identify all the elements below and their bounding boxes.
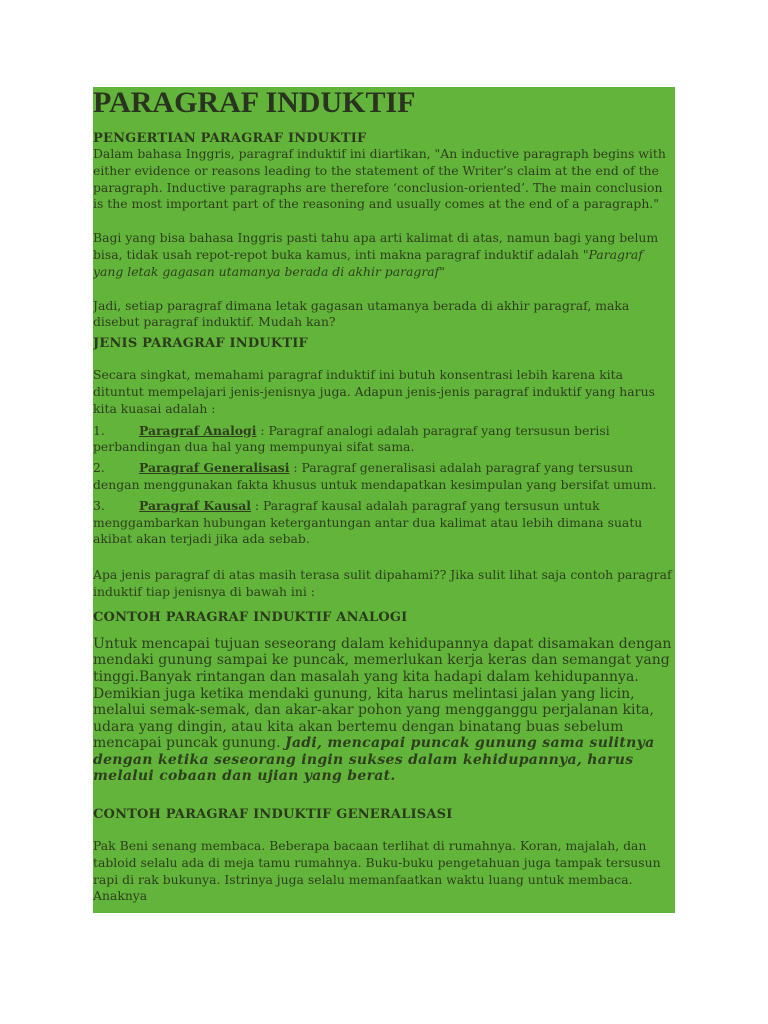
jenis-outro: Apa jenis paragraf di atas masih terasa sulit dipahami?? Jika sulit lihat saja contoh paragraf induktif tiap jenisnya di bawah ini :: [93, 567, 672, 599]
item-number: 2.: [93, 460, 105, 476]
analogi-paragraph: [93, 636, 675, 785]
item-number: 3.: [93, 497, 105, 513]
item-term: Paragraf Kausal: [139, 497, 251, 513]
item-term: Paragraf Generalisasi: [139, 460, 290, 476]
p2-italic: Paragraf yang letak gagasan utamanya berada di akhir paragraf: [93, 246, 643, 279]
item-term: Paragraf Analogi: [139, 422, 257, 438]
p2-start: Bagi yang bisa bahasa Inggris pasti tahu apa arti kalimat di atas, namun bagi yang belum bisa, tidak usah repot-repot buka kamus, inti makna paragraf induktif adalah ": [93, 230, 659, 262]
page-title: PARAGRAF INDUKTIF: [93, 87, 416, 119]
item-desc: : Paragraf kausal adalah paragraf yang tersusun untuk menggambarkan hubungan ketergantungan antar dua kalimat atau lebih dimana suatu akibat akan terjadi jika ada sebab.: [93, 497, 643, 547]
item-desc: : Paragraf analogi adalah paragraf yang tersusun berisi perbandingan dua hal yang mempunyai sifat sama.: [93, 422, 610, 455]
pengertian-paragraph-2: [93, 230, 675, 280]
jenis-intro: Secara singkat, memahami paragraf induktif ini butuh konsentrasi lebih karena kita dituntut mempelajari jenis-jenisnya juga. Adapun jenis-jenis paragraf induktif yang harus kita kuasai adalah :: [93, 367, 655, 416]
pengertian-paragraph-1: Dalam bahasa Inggris, paragraf induktif ini diartikan, "An inductive paragraph begins with either evidence or reasons leading to the statement of the Writer’s claim at the end of the paragraph. Inductive paragraphs are therefore ‘conclusion-oriented’. The main conclusion is the most important part of the reasoning and usually comes at the end of a paragraph.": [93, 146, 666, 212]
heading-analogi: CONTOH PARAGRAF INDUKTIF ANALOGI: [93, 609, 408, 625]
p2-end: ": [439, 263, 445, 279]
heading-generalisasi: CONTOH PARAGRAF INDUKTIF GENERALISASI: [93, 807, 453, 823]
generalisasi-paragraph: Pak Beni senang membaca. Beberapa bacaan terlihat di rumahnya. Koran, majalah, dan tabloid selalu ada di meja tamu rumahnya. Buku-buku pengetahuan juga tampak tersusun rapi di rak bukunya. Istrinya juga selalu memanfaatkan waktu luang untuk membaca. Anaknya: [93, 838, 661, 904]
pengertian-paragraph-3: Jadi, setiap paragraf dimana letak gagasan utamanya berada di akhir paragraf, maka disebut paragraf induktif. Mudah kan?: [93, 297, 630, 330]
list-item: [93, 423, 675, 457]
heading-pengertian: PENGERTIAN PARAGRAF INDUKTIF: [93, 131, 367, 146]
jenis-list: [93, 423, 675, 549]
item-desc: : Paragraf generalisasi adalah paragraf yang tersusun dengan menggunakan fakta khusus untuk mendapatkan kesimpulan yang bersifat umum.: [93, 460, 657, 492]
analogi-conclusion: Jadi, mencapai puncak gunung sama sulitnya dengan ketika seseorang ingin sukses dalam kehidupannya, harus melalui cobaan dan ujian yang berat.: [93, 735, 655, 785]
analogi-body: Untuk mencapai tujuan seseorang dalam kehidupannya dapat disamakan dengan mendaki gunung sampai ke puncak, memerlukan kerja keras dan semangat yang tinggi.Banyak rintangan dan masalah yang kita hadapi dalam kehidupannya. Demikian juga ketika mendaki gunung, kita harus melintasi jalan yang licin, melalui semak-semak, dan akar-akar pohon yang mengganggu perjalanan kita, udara yang dingin, atau kita akan bertemu dengan binatang buas sebelum mencapai puncak gunung.: [93, 635, 672, 752]
document-page: [93, 87, 675, 913]
item-number: 1.: [93, 422, 105, 438]
heading-jenis: JENIS PARAGRAF INDUKTIF: [93, 336, 308, 352]
list-item: [93, 460, 675, 494]
list-item: [93, 498, 675, 548]
